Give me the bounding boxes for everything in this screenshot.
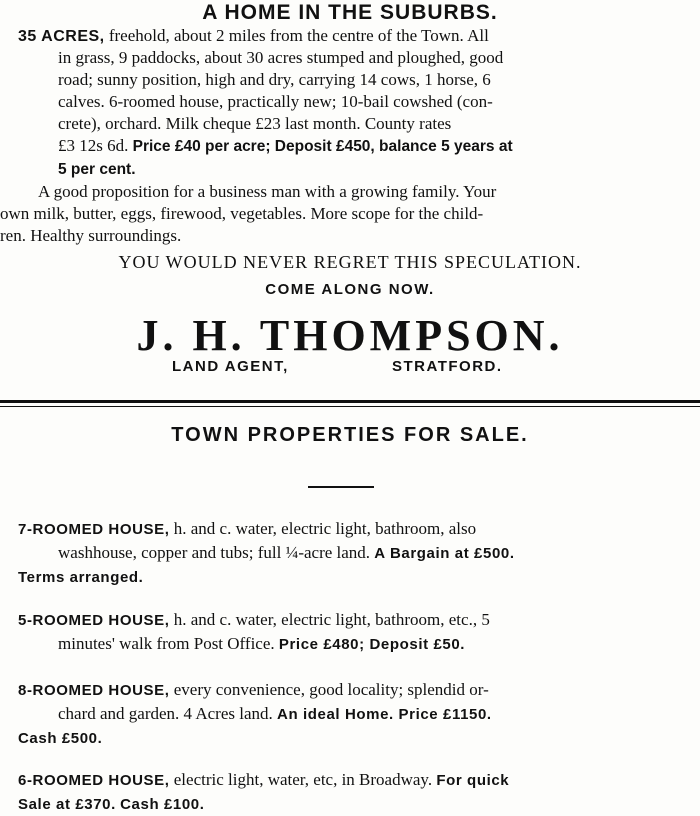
divider-thin xyxy=(0,406,700,407)
listing-terms: Terms arranged. xyxy=(18,569,144,586)
listing-lead: 7-ROOMED HOUSE, xyxy=(18,521,170,538)
suburbs-line-1-text: freehold, about 2 miles from the centre of the Town. All xyxy=(108,26,489,45)
listing-text: chard and garden. 4 Acres land. xyxy=(58,704,273,723)
listing-price: A Bargain at £500. xyxy=(374,545,515,562)
rates-text: £3 12s 6d. xyxy=(58,136,129,155)
listing-text: minutes' walk from Post Office. xyxy=(58,634,275,653)
listing-item xyxy=(18,768,678,816)
regret-line: YOU WOULD NEVER REGRET THIS SPECULATION. xyxy=(118,252,582,272)
come-along-line: COME ALONG NOW. xyxy=(265,281,435,298)
listing-item xyxy=(18,517,678,589)
price-terms: Price £40 per acre; Deposit £450, balance 5 years at xyxy=(132,138,513,155)
listing-price: For quick xyxy=(436,772,510,789)
listing-lead: 6-ROOMED HOUSE, xyxy=(18,772,170,789)
suburbs-line-2: in grass, 9 paddocks, about 30 acres stumped and ploughed, good xyxy=(58,48,504,67)
short-divider xyxy=(308,486,374,488)
listing-terms: Cash £100. xyxy=(120,796,205,813)
listing-terms: Cash £500. xyxy=(18,730,103,747)
listing-text: electric light, water, etc, in Broadway. xyxy=(173,770,433,789)
listing-lead: 8-ROOMED HOUSE, xyxy=(18,682,170,699)
suburbs-line-3: road; sunny position, high and dry, carrying 14 cows, 1 horse, 6 xyxy=(58,70,491,89)
pitch-line-1: A good proposition for a business man with a growing family. Your xyxy=(38,182,497,201)
acreage-lead: 35 ACRES, xyxy=(18,28,105,45)
interest-terms: 5 per cent. xyxy=(58,161,136,178)
listing-text: h. and c. water, electric light, bathroom, etc., 5 xyxy=(173,610,490,629)
divider-thick xyxy=(0,400,700,403)
suburbs-line-1 xyxy=(18,25,682,47)
listing-text: h. and c. water, electric light, bathroom, also xyxy=(173,519,477,538)
suburbs-line-4: calves. 6-roomed house, practically new; 10-bail cowshed (con- xyxy=(58,92,493,111)
listing-item xyxy=(18,678,678,750)
listing-price: Sale at £370. xyxy=(18,796,116,813)
town-heading: TOWN PROPERTIES FOR SALE. xyxy=(171,424,529,446)
suburbs-heading: A HOME IN THE SUBURBS. xyxy=(202,1,498,24)
suburbs-line-6 xyxy=(58,135,682,157)
agent-name: J. H. THOMPSON. xyxy=(136,311,564,360)
listing-text: washhouse, copper and tubs; full ¼-acre land. xyxy=(58,543,371,562)
listing-lead: 5-ROOMED HOUSE, xyxy=(18,612,170,629)
agent-title: LAND AGENT, xyxy=(172,358,289,375)
pitch-line-3: ren. Healthy surroundings. xyxy=(0,226,182,245)
pitch-line-2: own milk, butter, eggs, firewood, vegetables. More scope for the child- xyxy=(0,204,484,223)
listing-price: An ideal Home. Price £1150. xyxy=(277,706,492,723)
suburbs-line-5: crete), orchard. Milk cheque £23 last month. County rates xyxy=(58,114,452,133)
listing-item xyxy=(18,608,678,656)
agent-town: STRATFORD. xyxy=(392,358,503,375)
suburbs-line-7 xyxy=(58,158,682,180)
listing-price: Price £480; Deposit £50. xyxy=(278,636,466,653)
listing-text: every convenience, good locality; splendid or- xyxy=(173,680,489,699)
